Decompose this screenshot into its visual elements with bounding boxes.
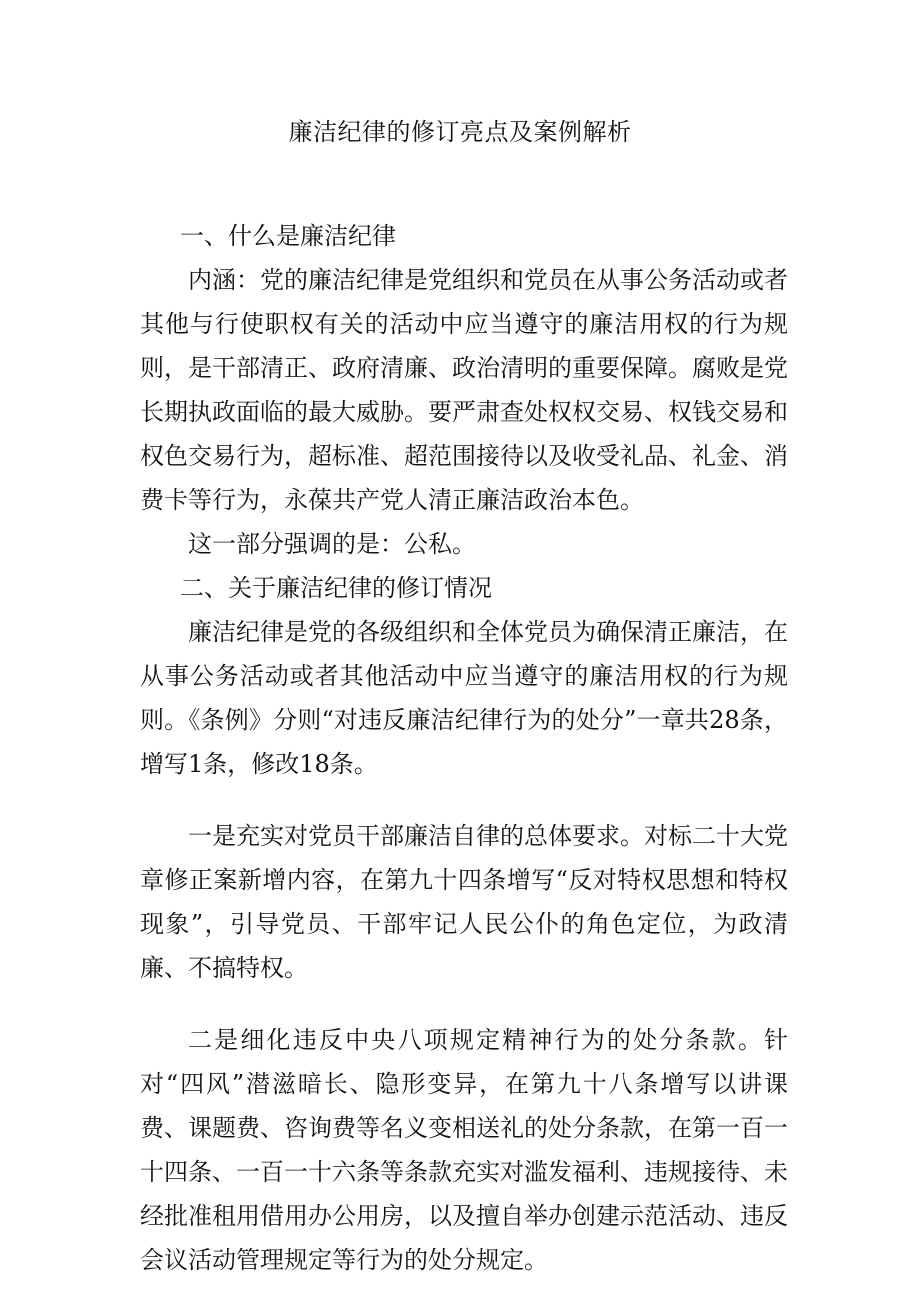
- paragraph: 一是充实对党员干部廉洁自律的总体要求。对标二十大党章修正案新增内容，在第九十四条增写“反对特权思想和特权现象”，引导党员、干部牢记人民公仆的角色定位，为政清廉、不搞特权。: [140, 822, 788, 982]
- document-title: 廉洁纪律的修订亮点及案例解析: [288, 118, 632, 146]
- section-heading: 二、关于廉洁纪律的修订情况: [180, 574, 492, 602]
- paragraph-spacer: [140, 786, 788, 814]
- paragraph: 内涵：党的廉洁纪律是党组织和党员在从事公务活动或者其他与行使职权有关的活动中应当遵守的廉洁用权的行为规则，是干部清正、政府清廉、政治清明的重要保障。腐败是党长期执政面临的最大威胁。要严肃查处权权交易、权钱交易和权色交易行为，超标准、超范围接待以及收受礼品、礼金、消费卡等行为，永葆共产党人清正廉洁政治本色。: [140, 266, 788, 514]
- paragraph-spacer: [140, 990, 788, 1018]
- paragraph: 廉洁纪律是党的各级组织和全体党员为确保清正廉洁，在从事公务活动或者其他活动中应当遵守的廉洁用权的行为规则。《条例》分则“对违反廉洁纪律行为的处分”一章共28条，增写1条，修改18条。: [140, 618, 788, 778]
- paragraph: 二是细化违反中央八项规定精神行为的处分条款。针对“四风”潜滋暗长、隐形变异，在第九十八条增写以讲课费、课题费、咨询费等名义变相送礼的处分条款，在第一百一十四条、一百一十六条等条款充实对滥发福利、违规接待、未经批准租用借用办公用房，以及擅自举办创建示范活动、违反会议活动管理规定等行为的处分规定。: [140, 1026, 788, 1274]
- paragraph: 这一部分强调的是：公私。: [188, 530, 476, 558]
- document-body: [140, 214, 788, 1282]
- section-what-is-integrity-discipline: [140, 214, 788, 566]
- section-revision-situation: [140, 566, 788, 1282]
- section-heading: 一、什么是廉洁纪律: [180, 222, 396, 250]
